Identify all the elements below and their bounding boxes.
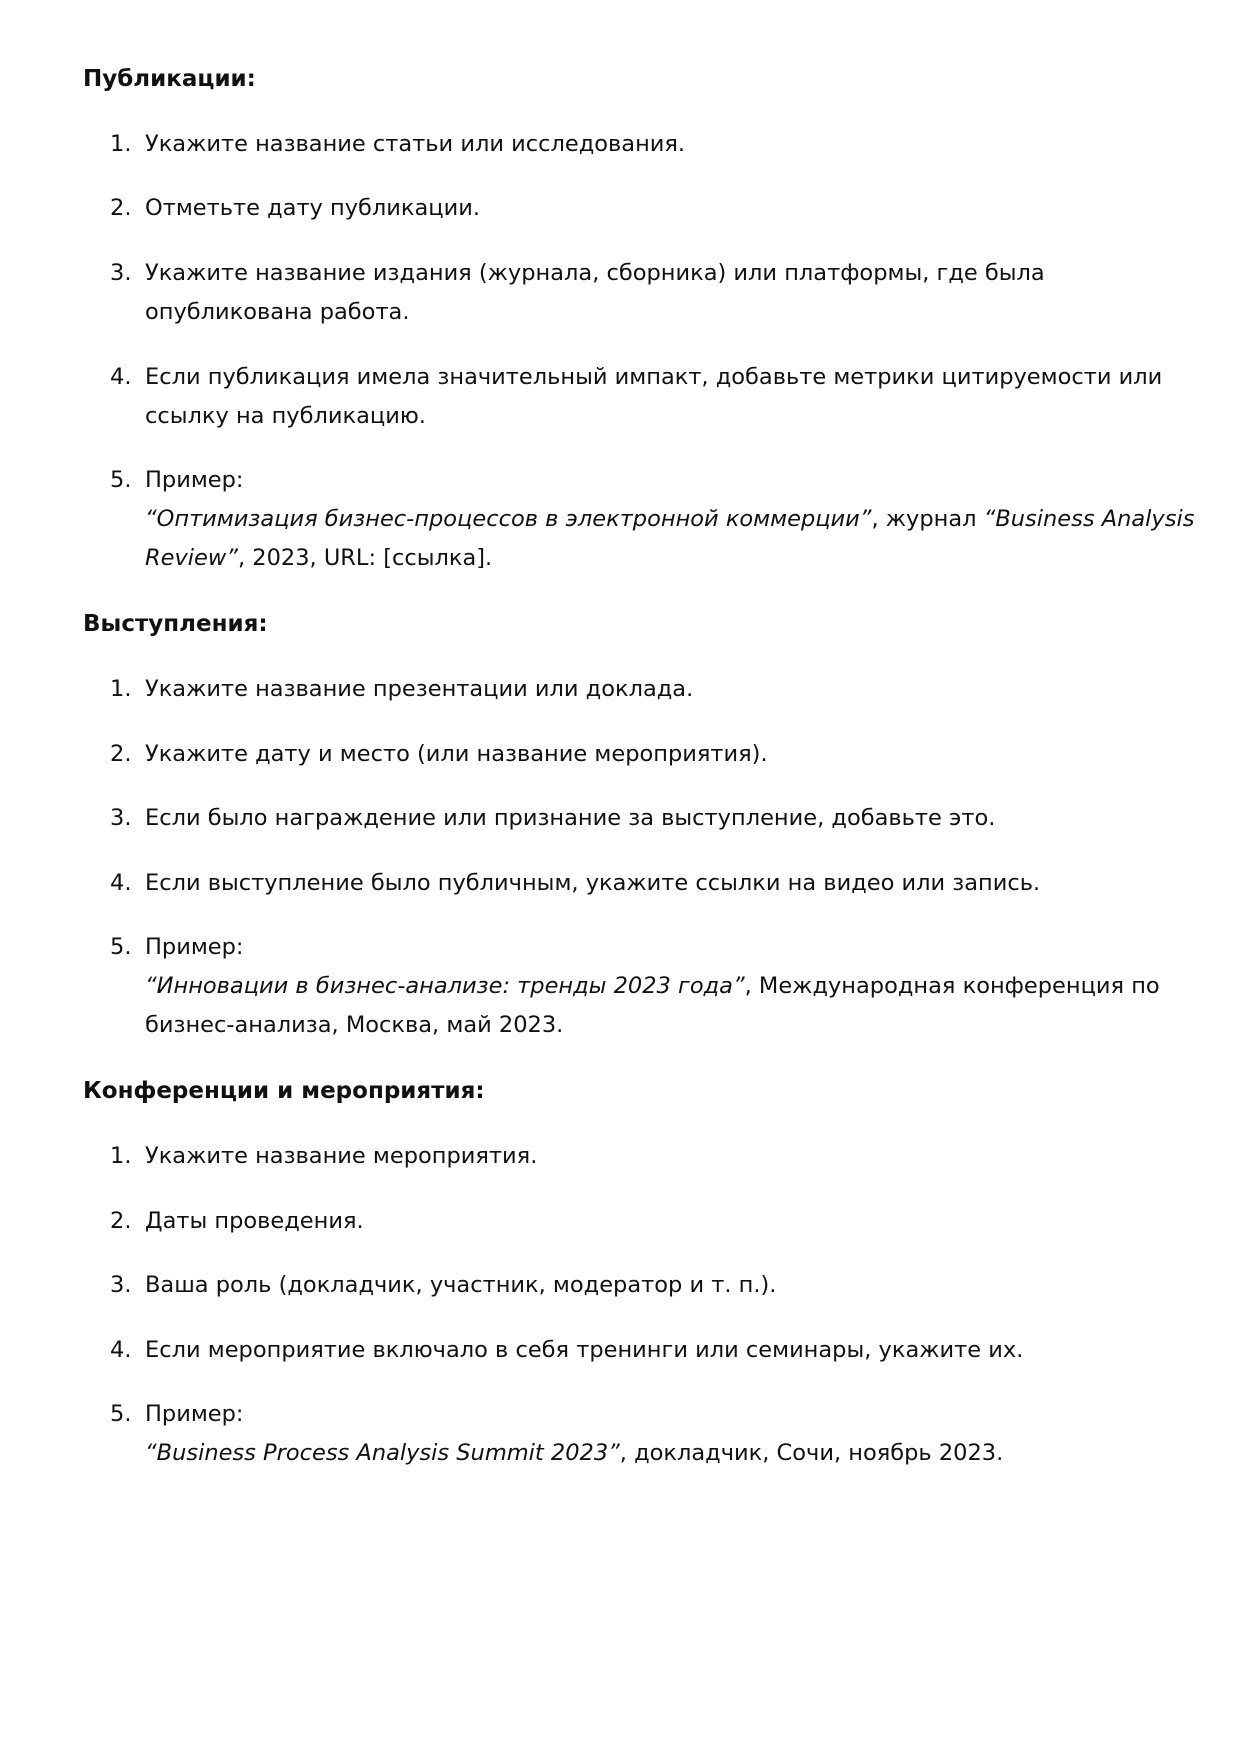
list-item: 3. Укажите название издания (журнала, сборника) или платформы, где была bbox=[110, 260, 1045, 286]
section-title-talks: Выступления: bbox=[83, 611, 268, 637]
list-item: 4. Если публикация имела значительный импакт, добавьте метрики цитируемости или bbox=[110, 364, 1163, 390]
section-title-conferences: Конференции и мероприятия: bbox=[83, 1078, 485, 1104]
list-item-continuation: ссылку на публикацию. bbox=[145, 403, 426, 429]
list-item: 5. Пример: bbox=[110, 467, 244, 493]
list-item: 2. Укажите дату и место (или название мероприятия). bbox=[110, 741, 768, 767]
example-line: “Оптимизация бизнес-процессов в электронной коммерции”, журнал “Business Analysis bbox=[145, 506, 1195, 532]
list-item: 2. Даты проведения. bbox=[110, 1208, 364, 1234]
list-item: 1. Укажите название статьи или исследования. bbox=[110, 131, 686, 157]
list-item: 1. Укажите название презентации или доклада. bbox=[110, 676, 694, 702]
example-line: Review”, 2023, URL: [ссылка]. bbox=[145, 545, 493, 571]
example-line: “Инновации в бизнес-анализе: тренды 2023 года”, Международная конференция по bbox=[145, 973, 1160, 999]
list-item-continuation: опубликована работа. bbox=[145, 299, 410, 325]
list-item: 2. Отметьте дату публикации. bbox=[110, 195, 481, 221]
section-title-publications: Публикации: bbox=[83, 66, 256, 92]
example-line: бизнес-анализа, Москва, май 2023. bbox=[145, 1012, 564, 1038]
list-item: 5. Пример: bbox=[110, 1401, 244, 1427]
list-item: 1. Укажите название мероприятия. bbox=[110, 1143, 538, 1169]
list-item: 5. Пример: bbox=[110, 934, 244, 960]
example-line: “Business Process Analysis Summit 2023”, докладчик, Сочи, ноябрь 2023. bbox=[145, 1440, 1004, 1466]
list-item: 3. Если было награждение или признание за выступление, добавьте это. bbox=[110, 805, 996, 831]
list-item: 4. Если мероприятие включало в себя тренинги или семинары, укажите их. bbox=[110, 1337, 1024, 1363]
list-item: 4. Если выступление было публичным, укажите ссылки на видео или запись. bbox=[110, 870, 1041, 896]
list-item: 3. Ваша роль (докладчик, участник, модератор и т. п.). bbox=[110, 1272, 777, 1298]
